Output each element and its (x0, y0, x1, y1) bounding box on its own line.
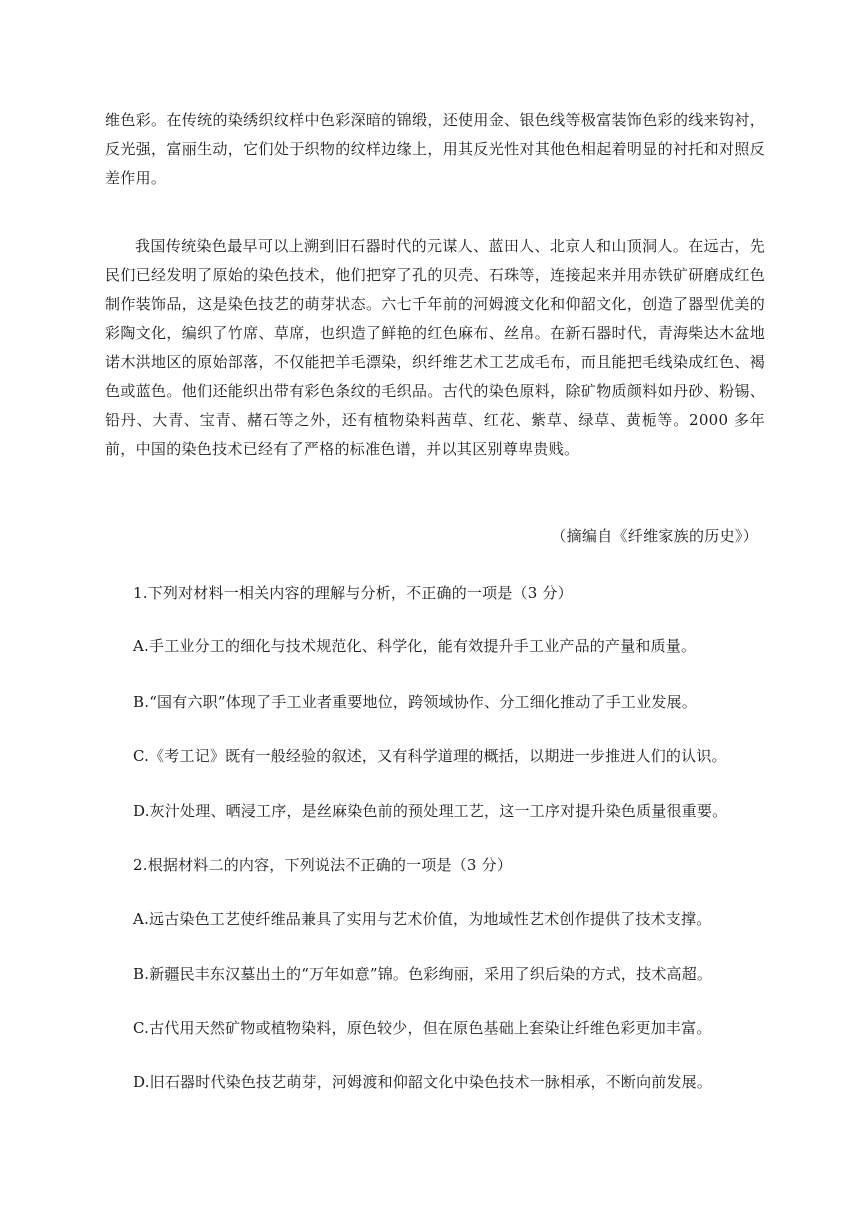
source-citation: （摘编自《纤维家族的历史》） (551, 527, 758, 545)
question-2-option-d: D.旧石器时代染色技艺萌芽，河姆渡和仰韶文化中染色技术一脉相承，不断向前发展。 (133, 1073, 713, 1091)
question-1-option-a: A.手工业分工的细化与技术规范化、科学化，能有效提升手工业产品的产量和质量。 (133, 637, 697, 655)
question-2-stem: 2.根据材料二的内容，下列说法不正确的一项是（3 分） (133, 856, 513, 874)
question-2-option-b: B.新疆民丰东汉墓出土的“万年如意”锦。色彩绚丽，采用了织后染的方式，技术高超。 (133, 965, 713, 983)
paragraph-dye-history: 我国传统染色最早可以上溯到旧石器时代的元谋人、蓝田人、北京人和山顶洞人。在远古，先民们已经发明了原始的染色技术，他们把穿了孔的贝壳、石珠等，连接起来并用赤铁矿研磨成红色制作装饰品，这是染色技艺的萌芽状态。六七千年前的河姆渡文化和仰韶文化，创造了器型优美的彩陶文化，编织了竹席、草席，也织造了鲜艳的红色麻布、丝帛。在新石器时代，青海柴达木盆地诺木洪地区的原始部落，不仅能把羊毛漂染，织纤维艺术工艺成毛布，而且能把毛线染成红色、褐色或蓝色。他们还能织出带有彩色条纹的毛织品。古代的染色原料，除矿物质颜料如丹砂、粉锡、铅丹、大青、宝青、赭石等之外，还有植物染料茜草、红花、紫草、绿草、黄栀等。2000 多年前，中国的染色技术已经有了严格的标准色谱，并以其区别尊卑贵贱。 (105, 237, 765, 458)
question-1-option-c: C.《考工记》既有一般经验的叙述，又有科学道理的概括，以期进一步推进人们的认识。 (133, 747, 727, 765)
question-2-option-c: C.古代用天然矿物或植物染料，原色较少，但在原色基础上套染让纤维色彩更加丰富。 (133, 1019, 712, 1037)
question-2-option-a: A.远古染色工艺使纤维品兼具了实用与艺术价值，为地域性艺术创作提供了技术支撑。 (133, 910, 712, 928)
question-1-stem: 1.下列对材料一相关内容的理解与分析，不正确的一项是（3 分） (133, 584, 573, 602)
question-1-option-d: D.灰汁处理、晒浸工序，是丝麻染色前的预处理工艺，这一工序对提升染色质量很重要。 (133, 802, 728, 820)
question-1-option-b: B.“国有六职”体现了手工业者重要地位，跨领域协作、分工细化推动了手工业发展。 (133, 693, 697, 711)
paragraph-dye-colors: 维色彩。在传统的染绣织纹样中色彩深暗的锦缎，还使用金、银色线等极富装饰色彩的线来钩衬，反光强，富丽生动，它们处于织物的纹样边缘上，用其反光性对其他色相起着明显的衬托和对照反差作用。 (105, 111, 765, 187)
